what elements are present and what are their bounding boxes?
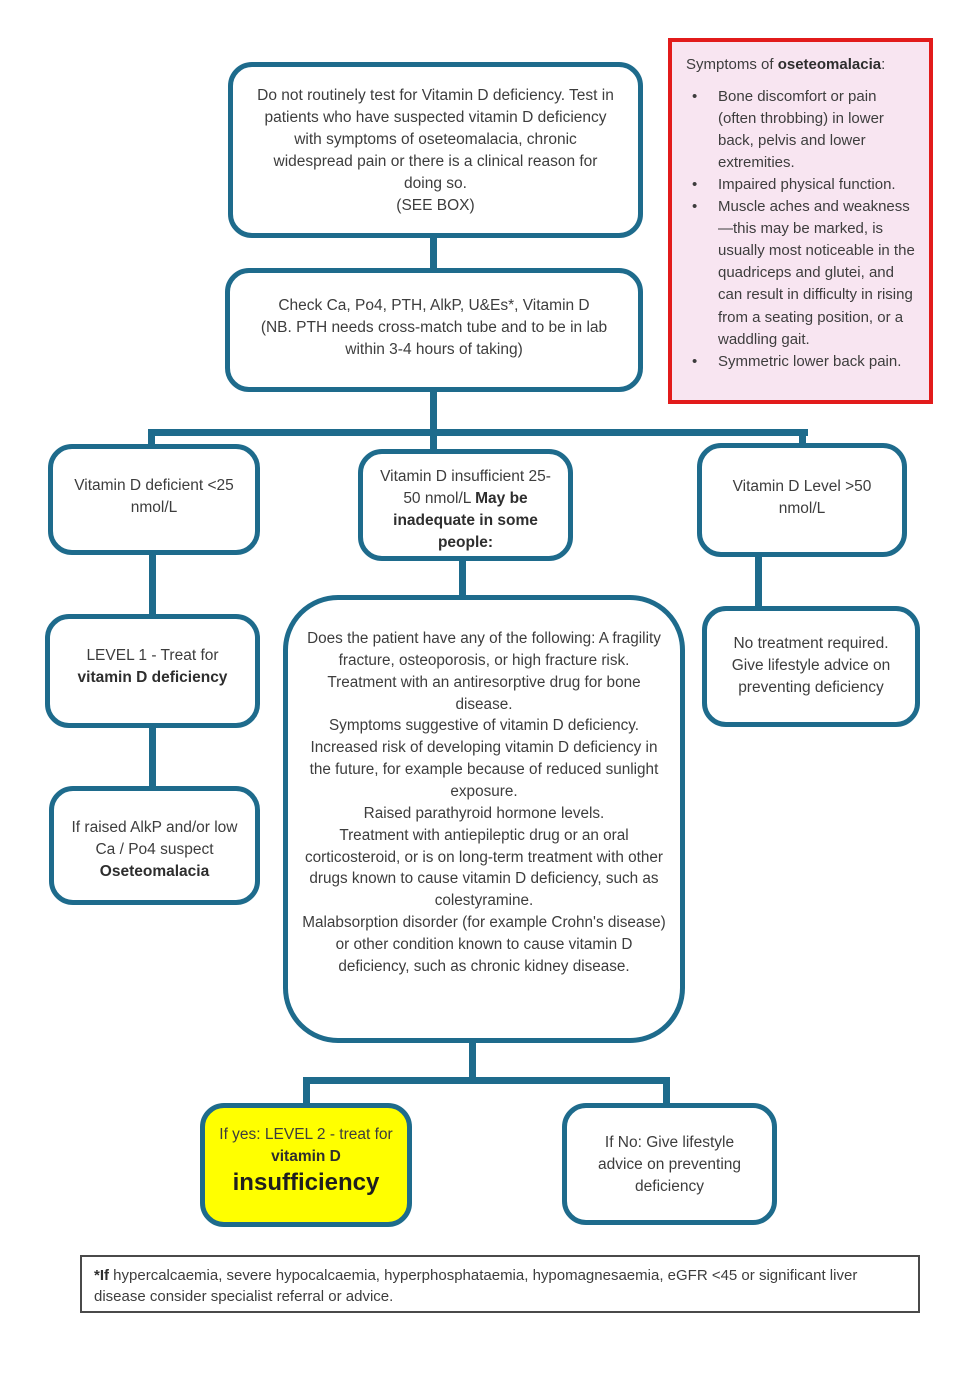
see-box-note: (SEE BOX) — [396, 197, 475, 214]
symptom-item: • Bone discomfort or pain (often throbbing) in lower back, pelvis and lower extremities. — [692, 86, 917, 174]
do-not-test-text: Do not routinely test for Vitamin D deficiency. Test in patients who have suspected vitamin D deficiency with symptoms of oseteomalacia, chronic widespread pain or there is a clinical reason for doing so. — [257, 87, 614, 192]
connector-gt50-to-notreatment — [755, 555, 762, 608]
check-bloods-box — [225, 268, 643, 392]
level-over-50-box: Vitamin D Level >50 nmol/L — [697, 443, 907, 557]
alkp-text: If raised AlkP and/or low Ca / Po4 suspect Oseteomalacia — [71, 819, 238, 880]
question-item: Malabsorption disorder (for example Crohn's disease) or other condition known to cause vitamin D deficiency, such as chronic kidney disease. — [302, 914, 666, 975]
referral-footnote-box: *If hypercalcaemia, severe hypocalcaemia, hyperphosphataemia, hypomagnesaemia, eGFR <45 or significant liver disease consider specialist referral or advice. — [80, 1255, 920, 1313]
deficient-result-box: Vitamin D deficient <25 nmol/L — [48, 444, 260, 555]
question-item: Symptoms suggestive of vitamin D deficiency. — [328, 717, 640, 735]
connector-insufficient-to-question — [459, 558, 466, 598]
connector-question-to-branch — [469, 1038, 476, 1080]
do-not-test-box — [228, 62, 643, 238]
symptom-item: • Muscle aches and weakness —this may be marked, is usually most noticeable in the quadriceps and glutei, and can result in difficulty in rising from a seating position, or a waddling gait. — [692, 196, 917, 350]
bullet-icon: • — [692, 88, 698, 106]
symptom-item: • Symmetric lower back pain. — [692, 351, 917, 373]
branch-bar-top — [148, 429, 808, 436]
branch-drop-no — [663, 1077, 670, 1106]
bullet-icon: • — [692, 352, 698, 370]
question-item: Treatment with an antiresorptive drug for bone disease. — [327, 673, 641, 713]
symptoms-title: Symptoms of oseteomalacia: — [686, 56, 886, 73]
level1-treat-box — [45, 614, 260, 728]
osteomalacia-symptoms-box — [668, 38, 933, 404]
check-bloods-line1: Check Ca, Po4, PTH, AlkP, U&Es*, Vitamin D — [278, 297, 590, 314]
symptom-item: • Impaired physical function. — [692, 174, 917, 196]
no-treatment-box: No treatment required. Give lifestyle advice on preventing deficiency — [702, 606, 920, 727]
level2-big-word: insufficiency — [232, 1169, 380, 1196]
if-no-advice-box: If No: Give lifestyle advice on preventing deficiency — [562, 1103, 777, 1225]
connector-check-to-branch — [430, 390, 437, 432]
level2-treat-box — [200, 1103, 412, 1227]
question-item: Treatment with antiepileptic drug or an oral corticosteroid, or is on long-term treatment with other drugs known to cause vitamin D deficiency, such as colestyramine. — [305, 826, 663, 910]
connector-top-to-check — [430, 236, 437, 270]
level1-text: LEVEL 1 - Treat for vitamin D deficiency — [77, 647, 228, 686]
bullet-icon: • — [692, 198, 698, 216]
check-bloods-line2: (NB. PTH needs cross-match tube and to be in lab within 3-4 hours of taking) — [260, 319, 608, 358]
connector-deficient-to-level1 — [149, 553, 156, 616]
insufficient-result-box — [358, 449, 573, 561]
level2-text: If yes: LEVEL 2 - treat for vitamin D — [219, 1126, 393, 1165]
bullet-icon: • — [692, 176, 698, 194]
question-item: Does the patient have any of the following: A fragility fracture, osteoporosis, or high fracture risk. — [307, 630, 661, 669]
branch-bar-bottom — [303, 1077, 670, 1084]
risk-factors-question-box — [283, 595, 685, 1043]
suspect-osteomalacia-box — [49, 786, 260, 905]
connector-level1-to-alkp — [149, 726, 156, 788]
question-item: Raised parathyroid hormone levels. — [363, 804, 605, 822]
branch-drop-yes — [303, 1077, 310, 1106]
question-item: Increased risk of developing vitamin D deficiency in the future, for example because of reduced sunlight exposure. — [309, 739, 659, 801]
insufficient-text: Vitamin D insufficient 25- 50 nmol/L May be inadequate in some people: — [380, 468, 551, 551]
